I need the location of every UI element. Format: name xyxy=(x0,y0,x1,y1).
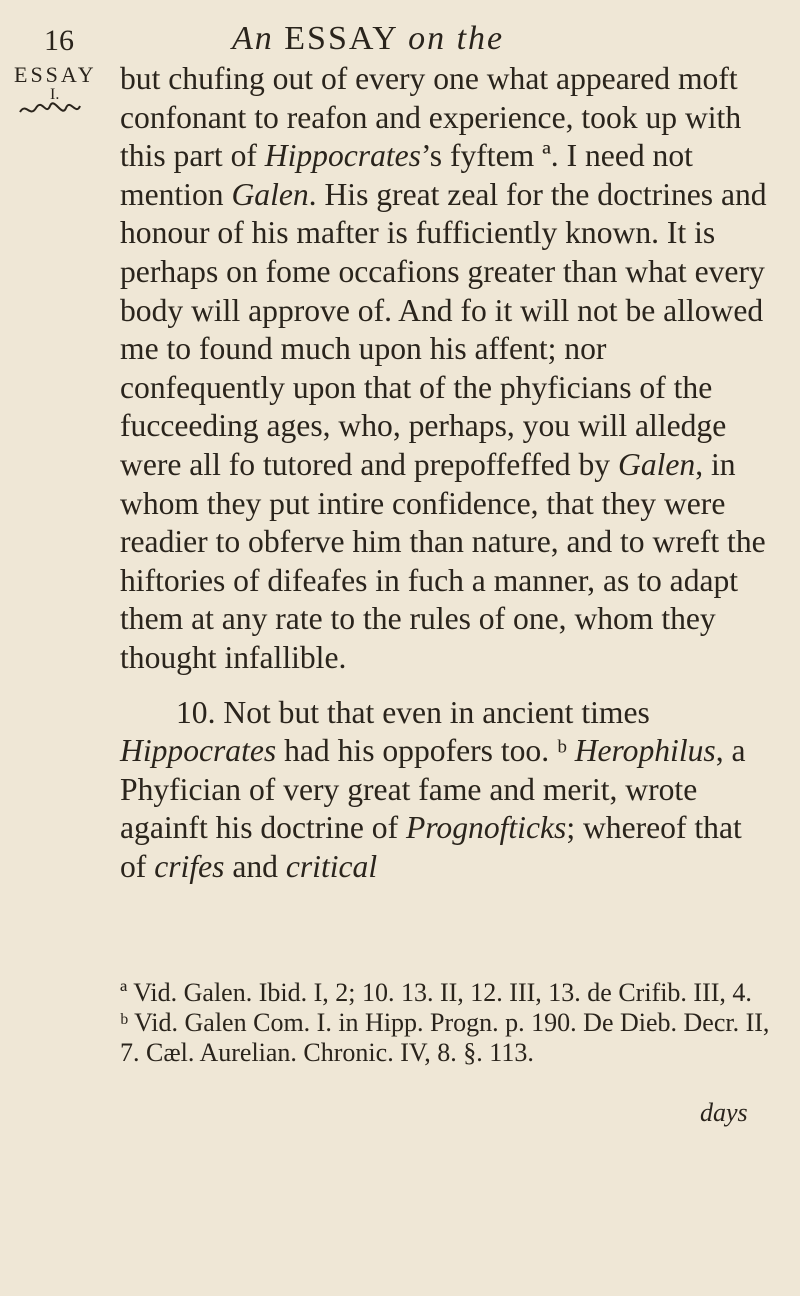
body-text xyxy=(120,60,770,886)
paragraph-10 xyxy=(120,694,770,887)
text-run: . His great zeal for the doctrines and honour of his mafter is fufficiently known. It is perhaps on fome occafions greater than what every body will approve of. And fo it will not be allowed me to found much upon his affent; nor confequently upon that of the phyficians of the fucceeding ages, who, perhaps, you will alledge were all fo tutored and prepoffeffed by xyxy=(120,176,767,482)
text-run: 10. Not but that even in ancient times xyxy=(176,694,650,730)
page-number: 16 xyxy=(44,24,74,57)
running-head-prefix: An xyxy=(232,20,274,57)
running-head xyxy=(232,20,504,58)
text-run: had his oppofers too. ᵇ xyxy=(276,733,575,769)
flourish-ornament-icon xyxy=(18,100,82,120)
running-head-suffix: on the xyxy=(408,20,505,57)
margin-roman: I. xyxy=(50,86,60,103)
page-header xyxy=(0,14,800,58)
italic-run: crifes xyxy=(154,848,225,884)
text-run: , a Phyfician of very great fame and merit, wrote againft his doctrine of xyxy=(120,733,746,846)
italic-run: Hippocrates xyxy=(264,138,421,174)
footnote-a: ª Vid. Galen. Ibid. I, 2; 10. 13. II, 12. III, 13. de Crifib. III, 4. xyxy=(120,978,752,1007)
margin-label: ESSAY xyxy=(14,62,97,87)
paragraph-continued xyxy=(120,60,770,678)
italic-run: Galen xyxy=(231,176,309,212)
footnote-b: ᵇ Vid. Galen Com. I. in Hipp. Progn. p. 190. De Dieb. Decr. II, 7. Cæl. Aurelian. Chronic. IV, 8. §. 113. xyxy=(120,1008,770,1067)
text-run: ’s fyftem ª. I need not mention xyxy=(120,138,693,212)
italic-run: Hippocrates xyxy=(120,733,277,769)
text-run: but chufing out of every one what appeared moft confonant to reafon and experience, took up with this part of xyxy=(120,61,742,174)
catchword: days xyxy=(700,1098,748,1127)
footnotes xyxy=(120,978,770,1068)
italic-run: Galen xyxy=(618,446,696,482)
text-run: and xyxy=(224,848,286,884)
text-run: ; whereof that of xyxy=(120,810,742,884)
text-run: , in whom they put intire confidence, that they were readier to obferve him than nature, and to wreft the hiftories of difeafes in fuch a manner, as to adapt them at any rate to the rules of one, whom they thought infallible. xyxy=(120,446,766,675)
italic-run: Herophilus xyxy=(574,733,716,769)
running-head-title: ESSAY xyxy=(284,20,398,57)
italic-run: Prognofticks xyxy=(406,810,567,846)
italic-run: critical xyxy=(285,848,378,884)
